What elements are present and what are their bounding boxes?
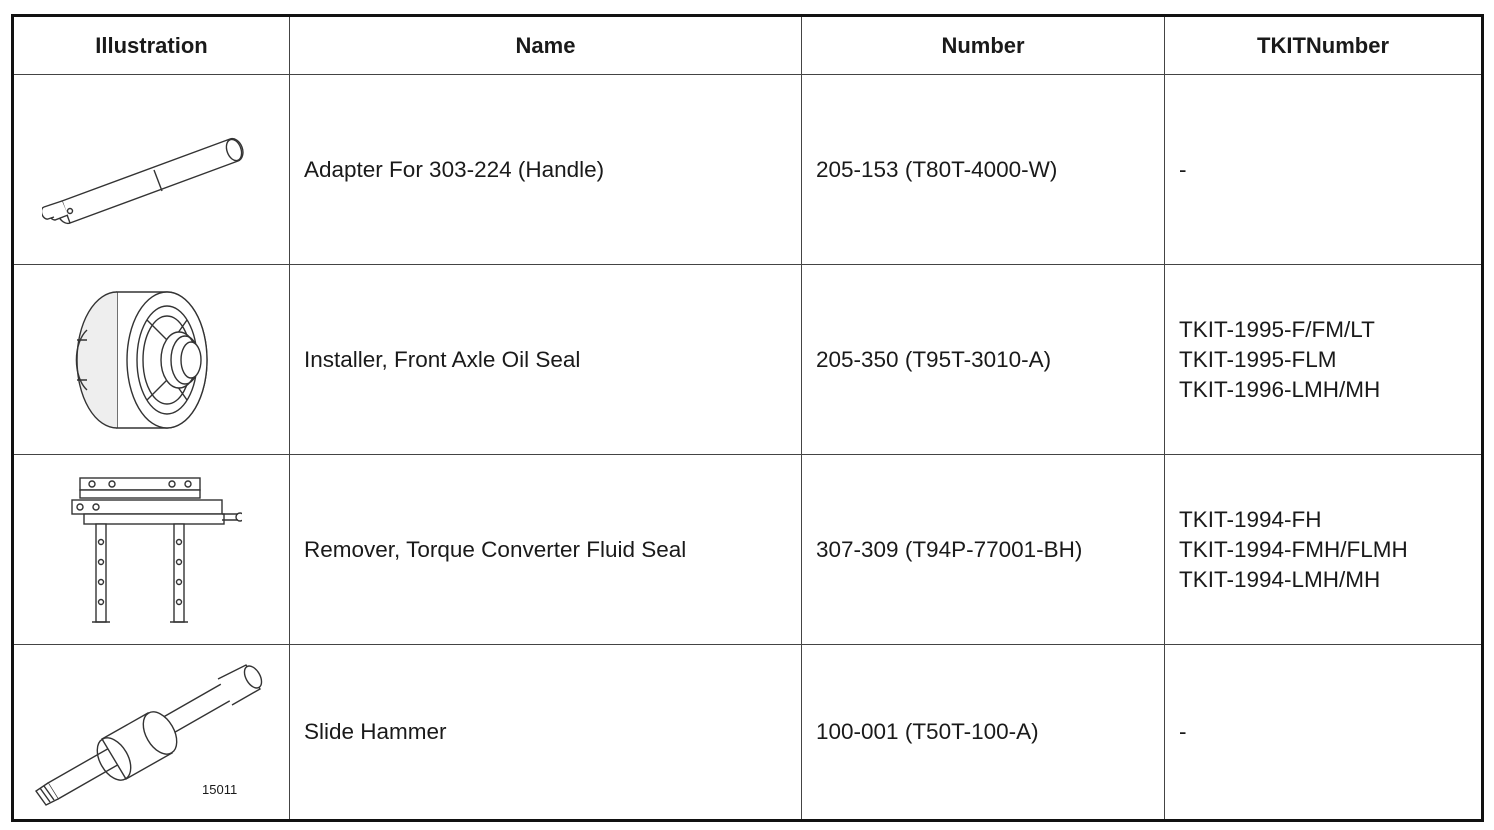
header-illustration: Illustration: [13, 16, 290, 75]
tool-number: 307-309 (T94P-77001-BH): [802, 455, 1165, 645]
header-row: [13, 16, 1483, 75]
tkit-number: -: [1179, 156, 1187, 182]
tkit-number: TKIT-1994-FMH/FLMH: [1179, 536, 1408, 562]
illustration-cell: [13, 265, 290, 455]
table-row: [13, 75, 1483, 265]
table-row: [13, 455, 1483, 645]
tkit-number: -: [1179, 719, 1187, 744]
tkit-number-cell: [1165, 265, 1483, 455]
oil-seal-installer-icon: [67, 280, 237, 440]
tool-name: Remover, Torque Converter Fluid Seal: [290, 455, 802, 645]
tkit-number: TKIT-1995-FLM: [1179, 346, 1337, 372]
tkit-number: TKIT-1995-F/FM/LT: [1179, 316, 1375, 342]
special-tools-table: [11, 14, 1484, 822]
illustration-cell: [13, 645, 290, 821]
tkit-number-cell: [1165, 75, 1483, 265]
table-row: [13, 265, 1483, 455]
header-number: Number: [802, 16, 1165, 75]
tool-name: Slide Hammer: [290, 645, 802, 821]
tkit-number: TKIT-1996-LMH/MH: [1179, 376, 1381, 402]
figure-label: 15011: [202, 782, 238, 797]
tkit-number: TKIT-1994-LMH/MH: [1179, 566, 1381, 592]
tool-name: Installer, Front Axle Oil Seal: [290, 265, 802, 455]
tkit-number-cell: [1165, 455, 1483, 645]
tool-number: 100-001 (T50T-100-A): [802, 645, 1165, 821]
seal-remover-icon: [62, 470, 242, 630]
tkit-number-cell: [1165, 645, 1483, 821]
header-name: Name: [290, 16, 802, 75]
tool-number: 205-153 (T80T-4000-W): [802, 75, 1165, 265]
tkit-number: TKIT-1994-FH: [1179, 506, 1322, 532]
table-row: [13, 645, 1483, 821]
illustration-cell: [13, 75, 290, 265]
tool-name: Adapter For 303-224 (Handle): [290, 75, 802, 265]
adapter-handle-icon: [42, 115, 262, 225]
header-tkit-number: TKITNumber: [1165, 16, 1483, 75]
illustration-cell: [13, 455, 290, 645]
tool-number: 205-350 (T95T-3010-A): [802, 265, 1165, 455]
